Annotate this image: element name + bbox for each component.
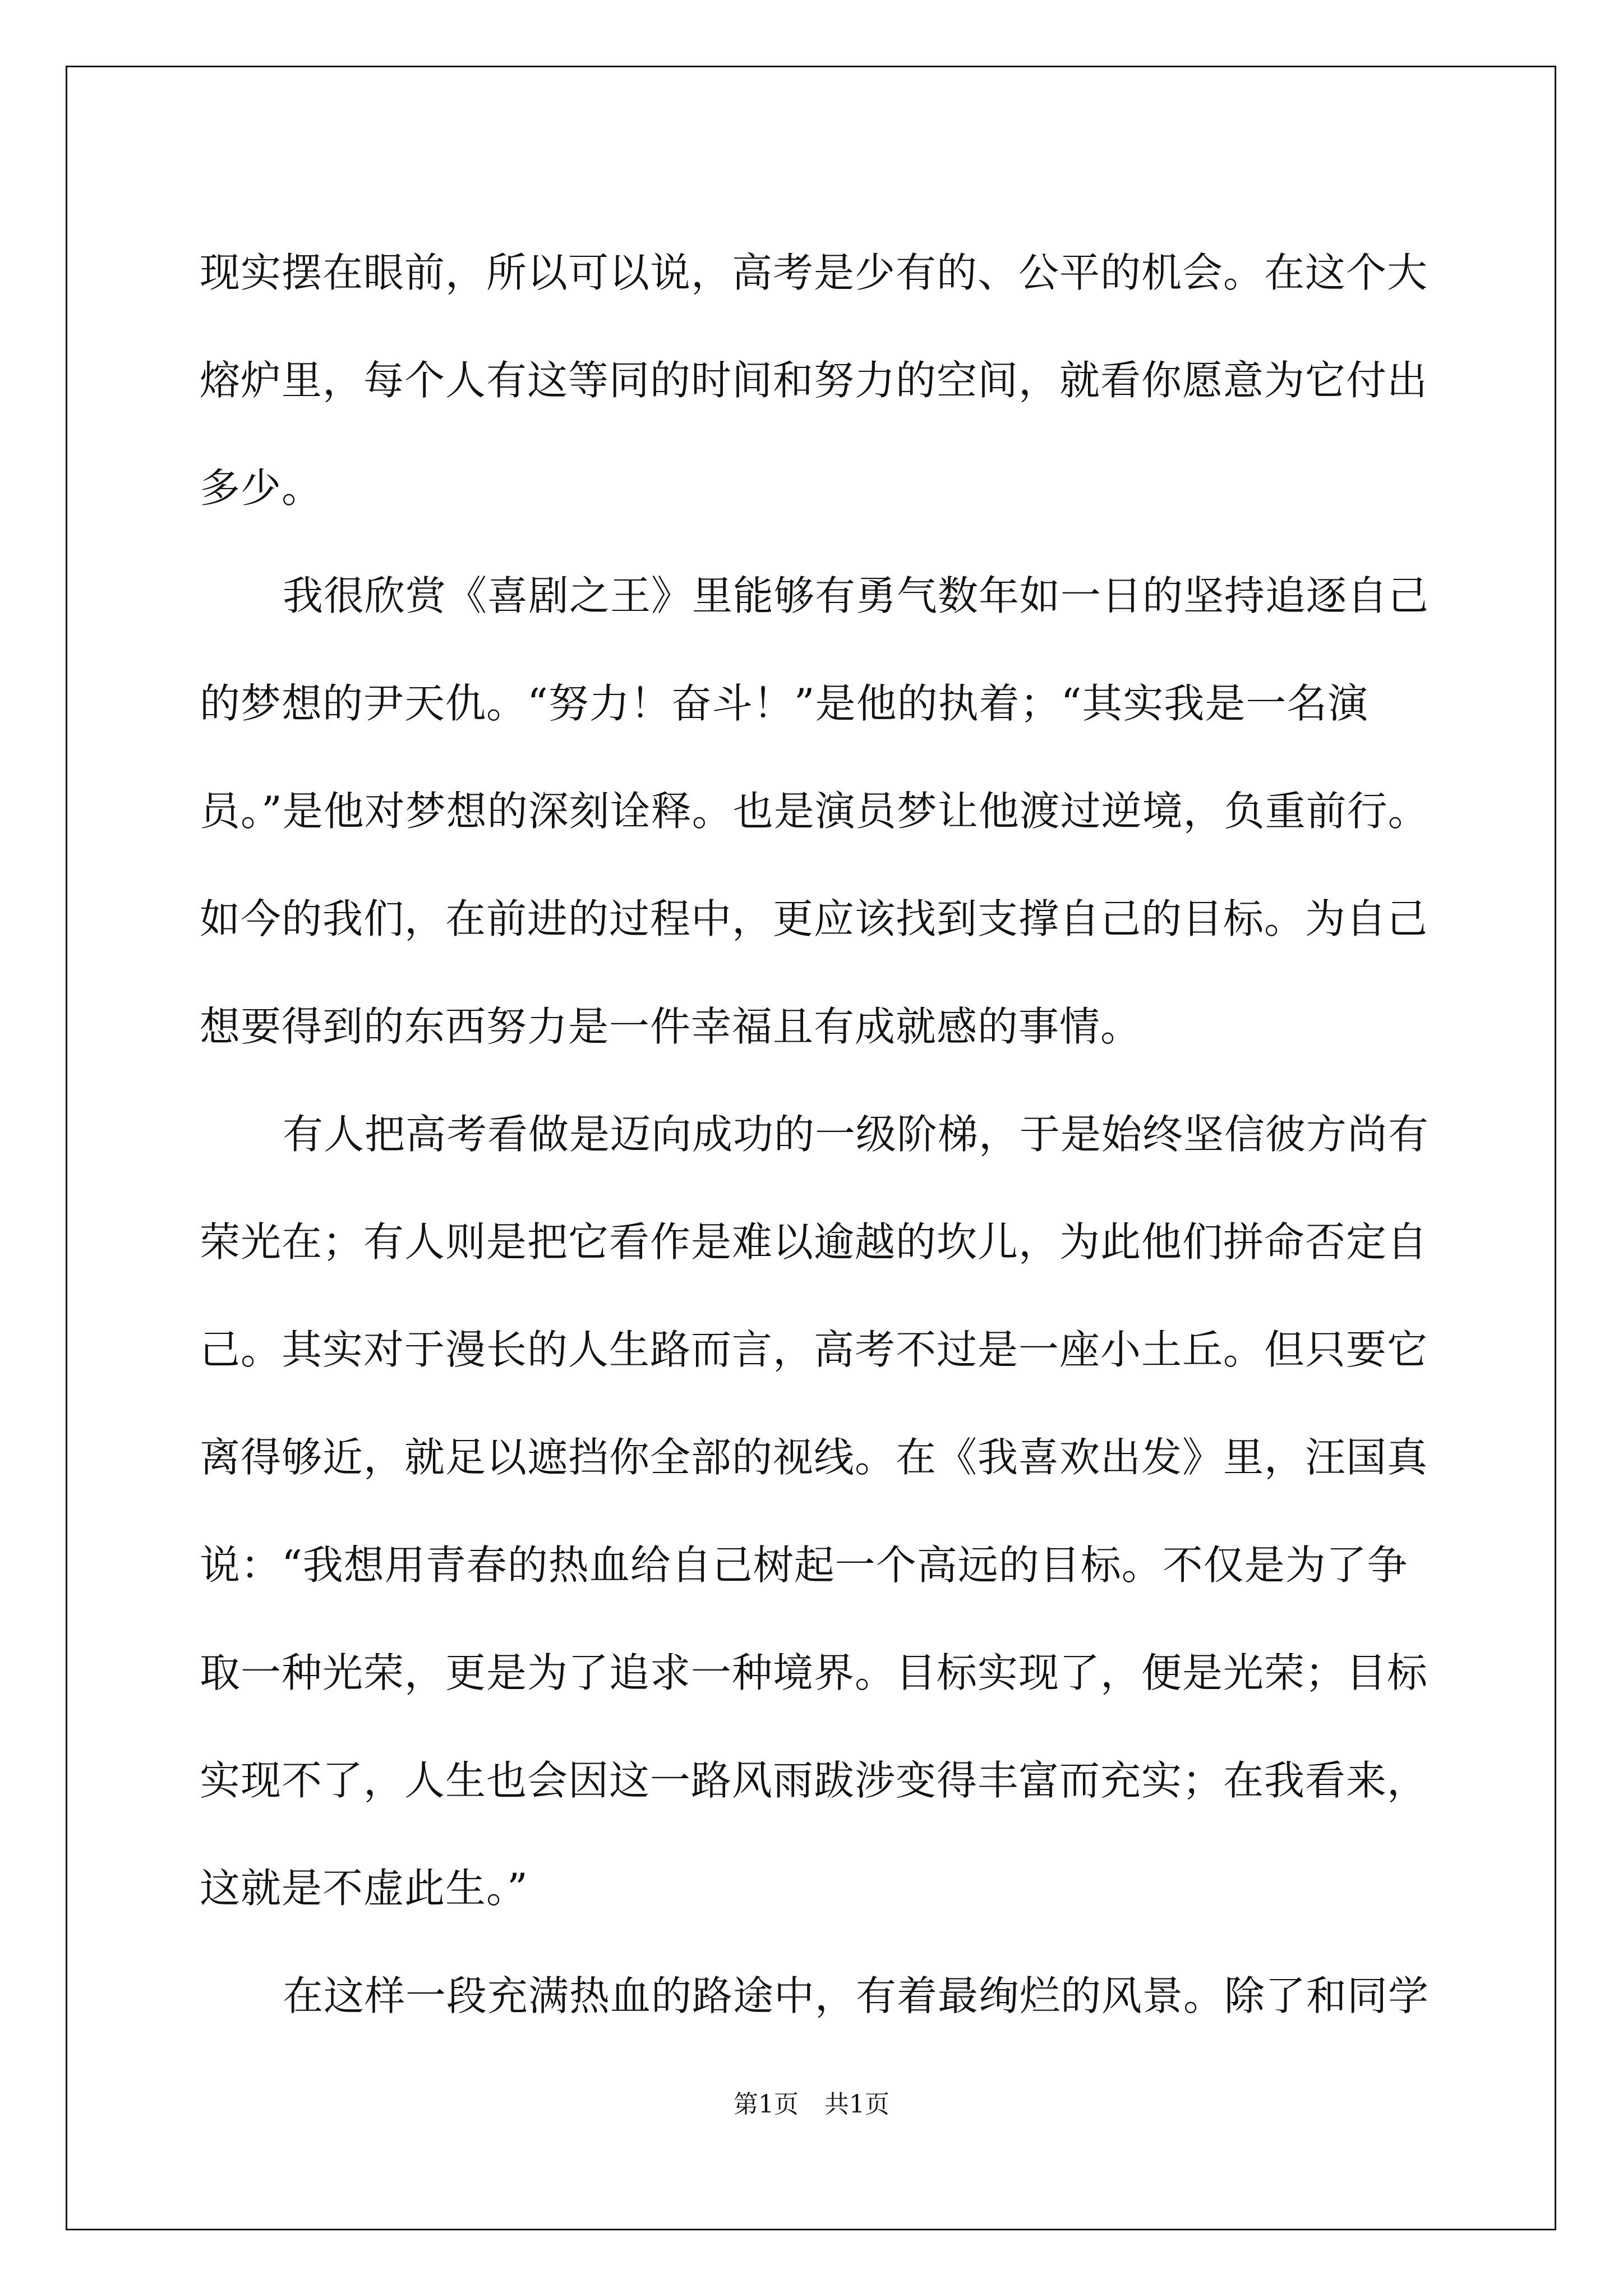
paragraph-start-line: 在这样一段充满热血的路途中，有着最绚烂的风景。除了和同学 [283, 1972, 1430, 2019]
text-line: 的梦想的尹天仇。“努力！奋斗！”是他的执着；“其实我是一名演 [200, 680, 1369, 727]
text-line: 这就是不虚此生。” [200, 1865, 528, 1912]
paragraph-start-line: 有人把高考看做是迈向成功的一级阶梯，于是始终坚信彼方尚有 [283, 1111, 1430, 1158]
text-line: 荣光在；有人则是把它看作是难以逾越的坎儿，为此他们拼命否定自 [200, 1218, 1428, 1266]
text-line: 离得够近，就足以遮挡你全部的视线。在《我喜欢出发》里，汪国真 [200, 1434, 1428, 1481]
text-line: 如今的我们，在前进的过程中，更应该找到支撑自己的目标。为自己 [200, 895, 1428, 942]
text-line: 多少。 [200, 464, 323, 512]
document-body [200, 219, 1439, 2050]
page-footer [0, 2088, 1623, 2122]
text-line: 熔炉里，每个人有这等同的时间和努力的空间，就看你愿意为它付出 [200, 357, 1428, 404]
text-line: 现实摆在眼前，所以可以说，高考是少有的、公平的机会。在这个大 [200, 249, 1428, 296]
text-line: 想要得到的东西努力是一件幸福且有成就感的事情。 [200, 1003, 1142, 1050]
text-line: 员。”是他对梦想的深刻诠释。也是演员梦让他渡过逆境，负重前行。 [200, 788, 1429, 835]
page-total: 共1页 [824, 2090, 889, 2119]
text-line: 实现不了，人生也会因这一路风雨跋涉变得丰富而充实；在我看来， [200, 1757, 1428, 1804]
text-line: 己。其实对于漫长的人生路而言，高考不过是一座小土丘。但只要它 [200, 1326, 1428, 1373]
text-line: 说：“我想用青春的热血给自己树起一个高远的目标。不仅是为了争 [200, 1542, 1408, 1589]
page-number: 第1页 [734, 2090, 799, 2119]
paragraph-start-line: 我很欣赏《喜剧之王》里能够有勇气数年如一日的坚持追逐自己 [283, 572, 1430, 619]
text-line: 取一种光荣，更是为了追求一种境界。目标实现了，便是光荣；目标 [200, 1649, 1428, 1696]
